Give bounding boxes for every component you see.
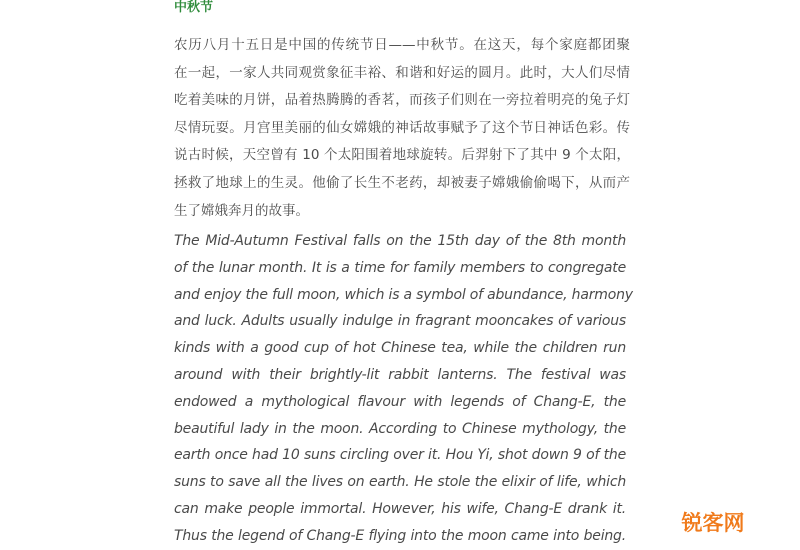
chinese-line: 说古时候，天空曾有 10 个太阳围着地球旋转。后羿射下了其中 9 个太阳， — [174, 147, 630, 164]
watermark-text: 锐客网 — [681, 511, 745, 535]
english-line: and luck. Adults usually indulge in fragrant mooncakes of various — [174, 313, 626, 330]
chinese-line: 吃着美味的月饼，品着热腾腾的香茗，而孩子们则在一旁拉着明亮的兔子灯 — [174, 92, 630, 109]
chinese-line: 尽情玩耍。月宫里美丽的仙女嫦娥的神话故事赋予了这个节日神话色彩。传 — [174, 119, 630, 136]
english-line: around with their brightly-lit rabbit lanterns. The festival was — [174, 366, 626, 383]
chinese-paragraph — [174, 32, 630, 225]
chinese-line: 农历八月十五日是中国的传统节日——中秋节。在这天，每个家庭都团聚 — [174, 37, 630, 53]
english-line: suns to save all the lives on earth. He stole the elixir of life, which — [174, 474, 626, 491]
english-line: Thus the legend of Chang-E flying into the moon came into being. — [174, 527, 626, 544]
english-paragraph — [174, 228, 633, 550]
english-line: of the lunar month. It is a time for family members to congregate — [174, 259, 626, 276]
watermark-logo — [674, 508, 752, 536]
english-line: and enjoy the full moon, which is a symbol of abundance, harmony — [174, 286, 633, 303]
chinese-line: 生了嫦娥奔月的故事。 — [174, 202, 309, 219]
section-heading: 中秋节 — [174, 0, 214, 15]
english-line: The Mid-Autumn Festival falls on the 15th day of the 8th month — [174, 233, 626, 249]
english-line: kinds with a good cup of hot Chinese tea, while the children run — [174, 340, 626, 357]
chinese-line: 拯救了地球上的生灵。他偷了长生不老药，却被妻子嫦娥偷偷喝下，从而产 — [174, 174, 630, 191]
english-line: earth once had 10 suns circling over it. Hou Yi, shot down 9 of the — [174, 447, 626, 464]
english-line: beautiful lady in the moon. According to Chinese mythology, the — [174, 420, 626, 437]
chinese-line: 在一起，一家人共同观赏象征丰裕、和谐和好运的圆月。此时，大人们尽情 — [174, 64, 630, 81]
english-line: endowed a mythological flavour with legends of Chang-E, the — [174, 393, 626, 410]
english-line: can make people immortal. However, his wife, Chang-E drank it. — [174, 500, 626, 517]
